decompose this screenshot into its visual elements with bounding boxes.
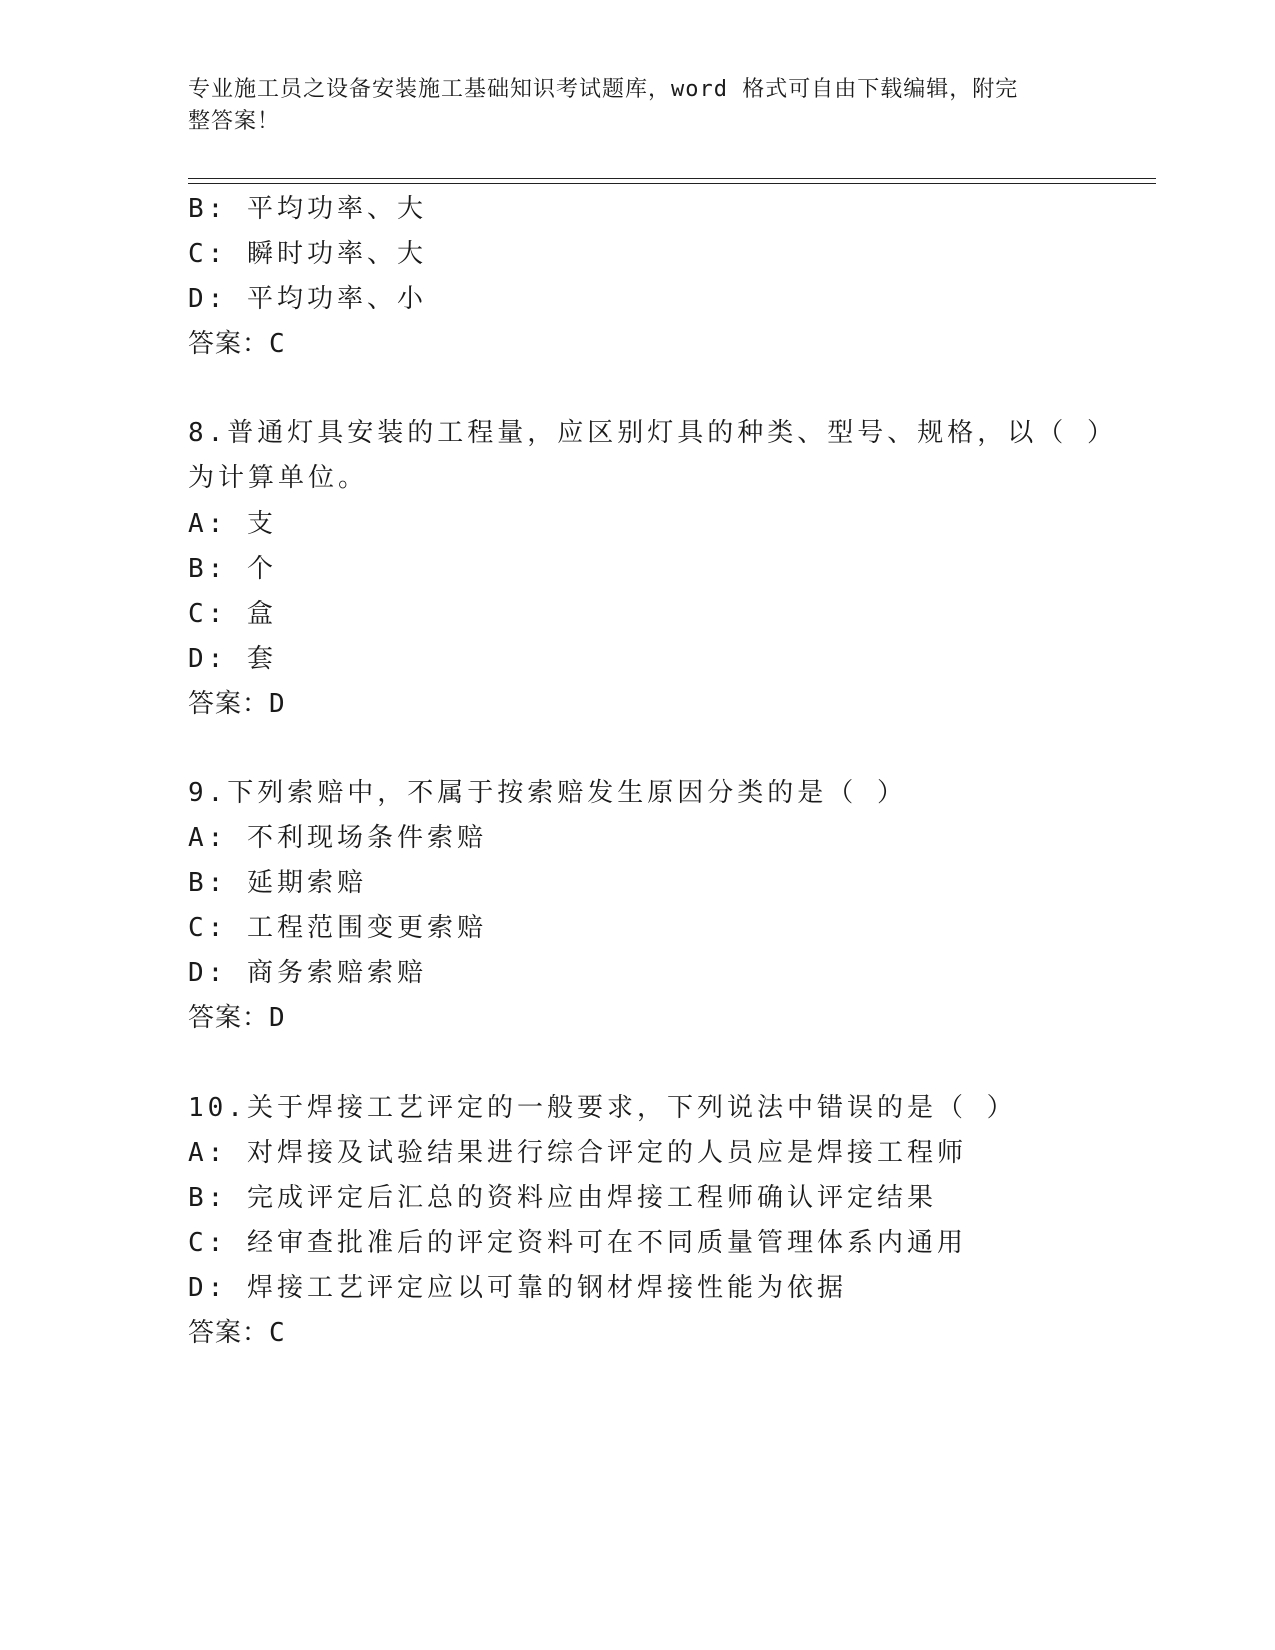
header-title-line-2: 整答案！ [188, 109, 281, 134]
q9-question: 9.下列索赔中，不属于按索赔发生原因分类的是（ ） [188, 778, 907, 808]
q10-option-b: B: 完成评定后汇总的资料应由焊接工程师确认评定结果 [188, 1183, 937, 1213]
q10-option-c: C: 经审查批准后的评定资料可在不同质量管理体系内通用 [188, 1228, 967, 1258]
q7-option-b: B: 平均功率、大 [188, 194, 427, 224]
q10-answer: 答案：C [188, 1318, 286, 1348]
q8-question-line-2: 为计算单位。 [188, 463, 369, 493]
q8-option-a: A: 支 [188, 509, 277, 539]
q9-option-b: B: 延期索赔 [188, 868, 367, 898]
q10-question: 10.关于焊接工艺评定的一般要求，下列说法中错误的是（ ） [188, 1093, 1017, 1123]
q9-option-a: A: 不利现场条件索赔 [188, 823, 487, 853]
q9-option-c: C: 工程范围变更索赔 [188, 913, 487, 943]
q8-answer: 答案：D [188, 689, 286, 719]
q10-option-a: A: 对焊接及试验结果进行综合评定的人员应是焊接工程师 [188, 1138, 967, 1168]
header-divider-top [188, 178, 1156, 179]
header-title-line-1: 专业施工员之设备安装施工基础知识考试题库，word 格式可自由下载编辑，附完 [188, 77, 1019, 102]
q7-answer: 答案：C [188, 329, 286, 359]
q8-option-b: B: 个 [188, 554, 277, 584]
header-divider-bottom [188, 183, 1156, 184]
q8-question-line-1: 8.普通灯具安装的工程量，应区别灯具的种类、型号、规格，以（ ） [188, 418, 1117, 448]
q10-option-d: D: 焊接工艺评定应以可靠的钢材焊接性能为依据 [188, 1273, 847, 1303]
document-header [188, 74, 1068, 138]
q7-option-d: D: 平均功率、小 [188, 284, 427, 314]
q8-option-c: C: 盒 [188, 599, 277, 629]
q7-option-c: C: 瞬时功率、大 [188, 239, 427, 269]
q9-option-d: D: 商务索赔索赔 [188, 958, 427, 988]
q9-answer: 答案：D [188, 1003, 286, 1033]
q8-option-d: D: 套 [188, 644, 277, 674]
